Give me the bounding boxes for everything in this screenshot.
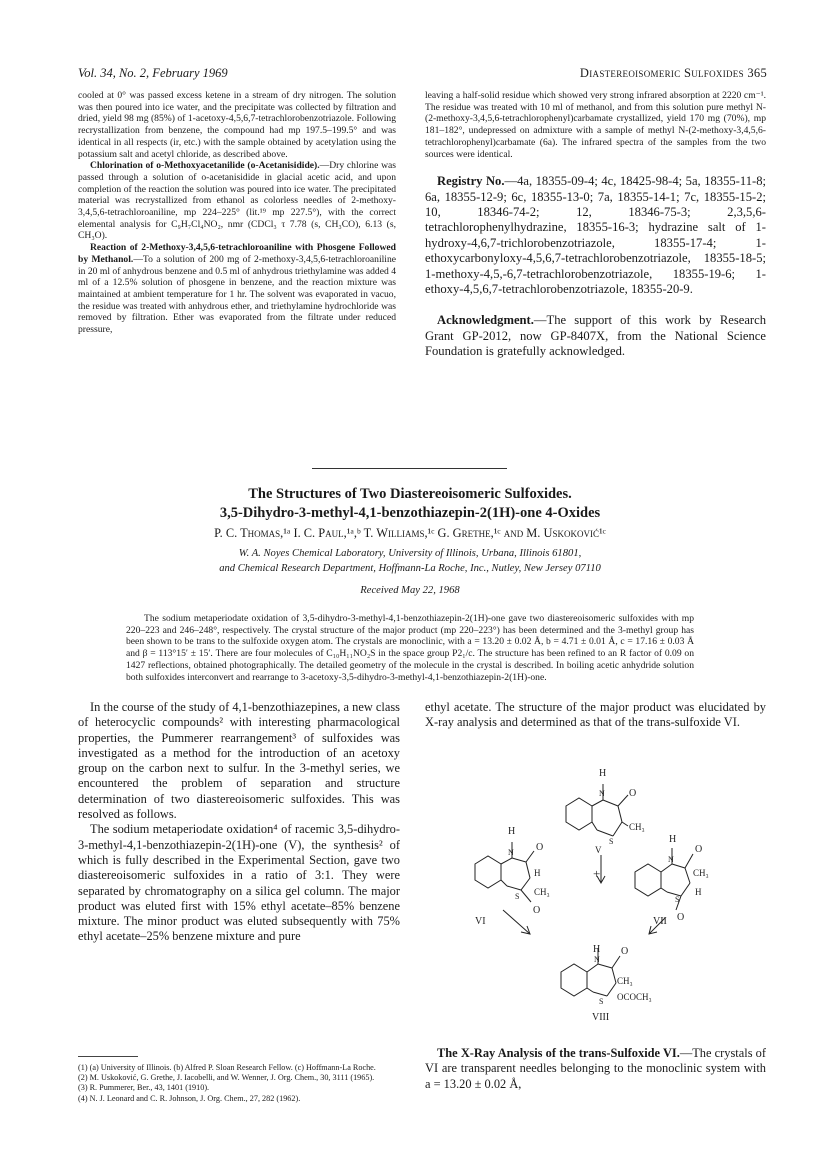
body-right-column-bottom: [425, 1046, 766, 1092]
atom-label: N: [668, 855, 674, 864]
footnote: (2) M. Uskoković, G. Grethe, J. Iacobelli, and W. Wenner, J. Org. Chem., 30, 3111 (1965).: [78, 1073, 375, 1083]
paragraph: leaving a half-solid residue which showed very strong infrared absorption at 2220 cm⁻¹. The residue was treated with 10 ml of methanol, and from this solution pure methyl N-(2-methoxy-3,4,5,6-tetrachlorophenyl)carbamate crystallized, yield 170 mg (70%), mp 181–182°, undepressed on admixture with a sample of methyl N-(2-methoxy-3,4,5,6-tetrachlorophenyl)carbamate (6a). The infrared spectra of the samples from the two sources were identical.: [425, 90, 766, 160]
benzene-ring-viii: [561, 964, 587, 996]
atom-label: S: [515, 892, 520, 901]
paragraph-text: —The crystals of VI are transparent needles belonging to the monoclinic system with a = 13.20 ± 0.02 Å,: [425, 1046, 766, 1091]
atom-label: N: [508, 848, 514, 857]
compound-label: VII: [653, 916, 667, 927]
section-heading: Chlorination of o-Methoxyacetanilide (o-Acetanisidide).: [90, 160, 320, 172]
atom-label: H: [599, 768, 607, 779]
paragraph-text: —Dry chlorine was passed through a solution of o-acetanisidide in glacial acetic acid, and upon completion of the reaction the solution was poured into ice water. The precipitated material was recrystallized from ethanol as colorless needles of 2-methoxy-3,4,5,6-tetrachloroaniline, mp 224–225° (lit.¹⁹ mp 227.5°), with the correct elemental analysis for C₉H₇Cl₄NO₂, nmr (CDCl₃ τ 7.78 (s, CH₃CO), 6.13 (s, CH₃O).: [78, 160, 396, 242]
registry-text: —4a, 18355-09-4; 4c, 18425-98-4; 5a, 18355-11-8; 6a, 18355-12-9; 6c, 18355-13-0; 7a, 18355-14-1; 7c, 18355-15-2; 10, 18346-74-2; 12, 18346-75-3; 2,3,5,6-tetrachlorophenylhydrazine, 18355-16-3; hydrazine salt of 1-hydroxy-4,6,7-trichlorobenzotriazole, 18355-17-4; 1-ethoxycarbonyloxy-4,5,6,7-tetrachlorobenzotriazole, 18355-18-5; 1-methoxy-4,5,-6,7-tetrachlorobenzotriazole, 18355-19-6; 1-ethoxy-4,5,6,7-tetrachlorobenzotriazole, 18355-20-9.: [425, 174, 766, 297]
acknowledgment-heading: Acknowledgment.: [437, 313, 534, 328]
running-header-right: Diastereoisomeric Sulfoxides 365: [579, 66, 767, 80]
atom-label: O: [629, 788, 637, 799]
atom-label: H: [669, 834, 677, 845]
paragraph: [78, 242, 396, 336]
reaction-scheme: [425, 762, 770, 1028]
paragraph: cooled at 0° was passed excess ketene in a stream of dry nitrogen. The solution was then poured into ice water, and the precipitate was collected by filtration and dried, yield 98 mg (85%) of 1-acetoxy-4,5,6,7-tetrachlorobenzotriazole. Following recrystallization from benzene, the compound had mp 197.5–199.5° and was identical in all respects (ir, etc.) with the sample obtained by acetylation using the potassium salt and acetyl chloride, as described above.: [78, 90, 396, 160]
section-heading: The X-Ray Analysis of the trans-Sulfoxide VI.: [437, 1046, 680, 1060]
top-right-column: [425, 90, 766, 360]
atom-label: O: [536, 842, 544, 853]
affiliation-1: W. A. Noyes Chemical Laboratory, University of Illinois, Urbana, Illinois 61801,: [238, 548, 582, 559]
registry-heading: Registry No.: [437, 174, 505, 189]
footnote-divider: [78, 1056, 138, 1057]
atom-label: H: [534, 868, 541, 878]
abstract: The sodium metaperiodate oxidation of 3,5-dihydro-3-methyl-4,1-benzothiazepin-2(1H)-one gave two diastereoisomeric sulfoxides with mp 220–223 and 246–248°, respectively. The crystal structure of the major product (mp 220–223°) has been determined and the 3-methyl group has been shown to be trans to the sulfoxide oxygen atom. The crystals are monoclinic, with a = 13.20 ± 0.02 Å, b = 4.71 ± 0.01 Å, c = 17.16 ± 0.03 Å and β = 113°15′ ± 15′. There are four molecules of C₁₀H₁₁NO₂S in the space group P2₁/c. The structure has been refined to an R factor of 0.09 on 1427 reflections, obtained photographically. The detailed geometry of the molecule in the crystal is described. In boiling acetic anhydride solution both sulfoxides interconvert and rearrange to 3-acetoxy-3,5-dihydro-3-methyl-4,1-benzothiazepin-2(1H)-one.: [126, 613, 694, 683]
paragraph: ethyl acetate. The structure of the major product was elucidated by X-ray analysis and determined as that of the trans-sulfoxide VI.: [425, 700, 766, 730]
acknowledgment-text: —The support of this work by Research Grant GP-2012, now GP-8407X, from the National Science Foundation is gratefully acknowledged.: [425, 313, 766, 359]
authors: P. C. Thomas,¹ᵃ I. C. Paul,¹ᵃ,ᵇ T. Williams,¹ᶜ G. Grethe,¹ᶜ and M. Uskoković¹ᶜ: [214, 526, 606, 540]
compound-label: V: [595, 845, 602, 855]
article-title: The Structures of Two Diastereoisomeric Sulfoxides.: [248, 486, 572, 502]
paragraph: [425, 1046, 766, 1092]
atom-label: N: [594, 955, 600, 964]
atom-label: O: [695, 844, 703, 855]
footnote: (4) N. J. Leonard and C. R. Johnson, J. Org. Chem., 27, 282 (1962).: [78, 1093, 301, 1103]
registry-paragraph: [425, 174, 766, 297]
paragraph: In the course of the study of 4,1-benzothiazepines, a new class of heterocyclic compounds² with interesting pharmacological properties, the Pummerer rearrangement³ of sulfoxides was investigated as a method for the introduction of an acetoxy group on the carbon next to sulfur. In the 3-methyl series, we encountered the problem of separation and structure determination of two diastereoisomeric sulfoxides. This was resolved as follows.: [78, 700, 400, 822]
benzene-ring-vi: [475, 856, 501, 888]
paragraph-text: —To a solution of 200 mg of 2-methoxy-3,4,5,6-tetrachloroaniline in 20 ml of anhydrous benzene and 0.5 ml of anhydrous triethylamine was added 4 ml of a 12.5% solution of phosgene in benzene, and the reaction mixture was maintained at ambient temperature for 1 hr. The solvent was evaporated in vacuo, the residue was treated with anhydrous ether, and triethylamine hydrochloride was removed by filtration. Ether was evaporated from the filtrate under reduced pressure,: [78, 253, 396, 336]
affiliation-2: and Chemical Research Department, Hoffmann-La Roche, Inc., Nutley, New Jersey 07110: [219, 563, 601, 574]
section-heading: Reaction of 2-Methoxy-3,4,5,6-tetrachloroaniline with Phosgene Followed by Methanol.: [78, 242, 396, 265]
compound-label: VIII: [592, 1012, 610, 1023]
plus-sign: +: [593, 866, 601, 881]
footnotes: [78, 1063, 396, 1104]
article-subtitle: 3,5-Dihydro-3-methyl-4,1-benzothiazepin-2(1H)-one 4-Oxides: [219, 505, 601, 521]
atom-label: O: [621, 946, 629, 957]
atom-label: H: [593, 944, 601, 955]
acknowledgment-paragraph: [425, 313, 766, 359]
body-right-column-top: [425, 700, 766, 731]
atom-label: N: [599, 789, 605, 798]
received-date: Received May 22, 1968: [360, 585, 460, 596]
top-left-column: [78, 90, 396, 336]
section-divider: [312, 468, 507, 469]
atom-label: S: [599, 997, 604, 1006]
atom-label: OCOCH₃: [617, 992, 652, 1002]
atom-label: O: [533, 905, 541, 916]
atom-label: S: [675, 895, 680, 904]
footnote: (3) R. Pummerer, Ber., 43, 1401 (1910).: [78, 1083, 210, 1093]
benzene-ring-vii: [635, 864, 661, 896]
atom-label: O: [677, 912, 685, 923]
paragraph: The sodium metaperiodate oxidation⁴ of racemic 3,5-dihydro-3-methyl-4,1-benzothiazepin-2(1H)-one (V), the synthesis² of which is fully described in the Experimental Section, gave two diastereoisomeric sulfoxides in a ratio of 3:1. They were separated by chromatography on a silica gel column. The major product was eluted first with 15% ethyl acetate–85% benzene mixture. The minor product was eluted subsequently with 75% ethyl acetate–25% benzene mixture and pure: [78, 822, 400, 944]
atom-label: CH₃: [534, 887, 550, 897]
compound-label: VI: [475, 916, 486, 927]
body-left-column: [78, 700, 400, 945]
benzene-ring-v: [566, 798, 592, 830]
atom-label: H: [695, 887, 702, 897]
atom-label: CH₃: [693, 868, 709, 878]
paragraph: [78, 160, 396, 242]
atom-label: H: [508, 826, 516, 837]
atom-label: CH₃: [617, 976, 633, 986]
footnote: (1) (a) University of Illinois. (b) Alfred P. Sloan Research Fellow. (c) Hoffmann-La Roche.: [78, 1063, 376, 1072]
running-header-left: Vol. 34, No. 2, February 1969: [78, 66, 228, 80]
atom-label: S: [609, 837, 614, 846]
atom-label: CH₃: [629, 822, 645, 832]
